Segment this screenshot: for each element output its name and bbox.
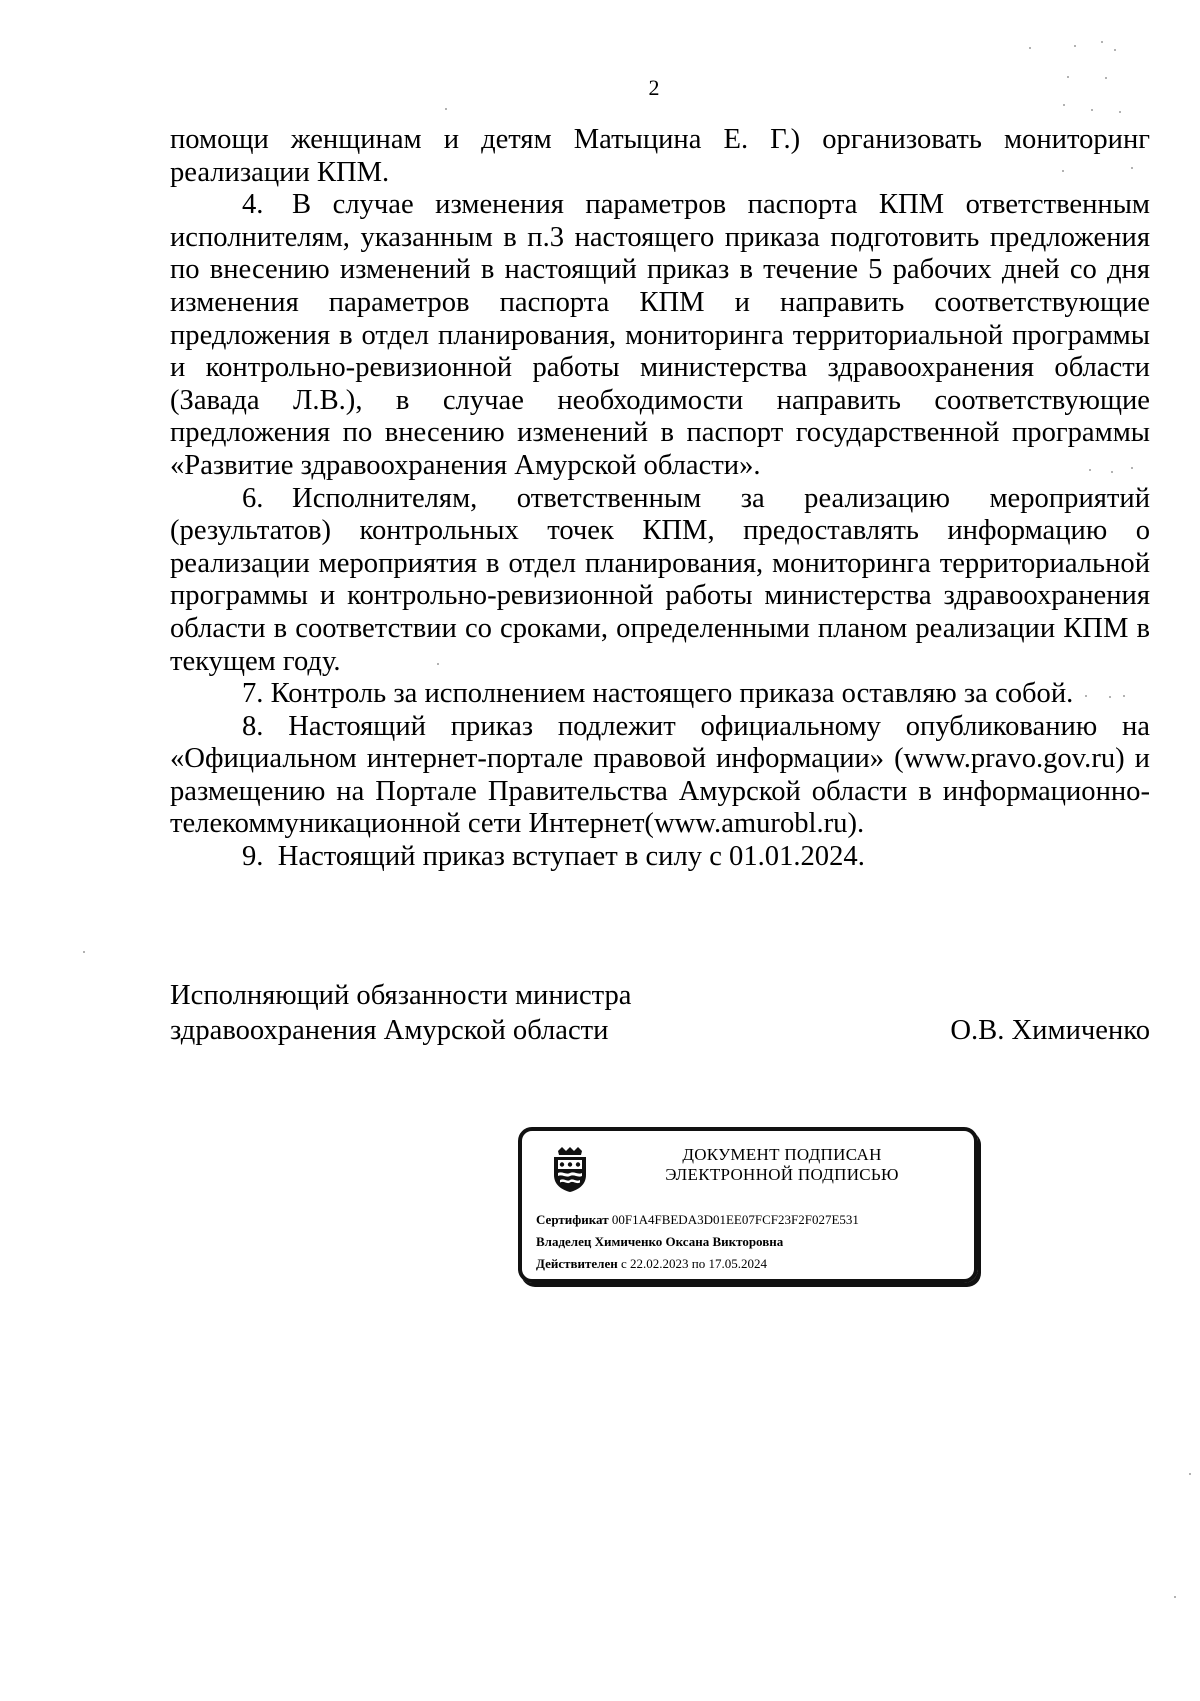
signer-position-line-1: Исполняющий обязанности министра — [170, 980, 632, 1011]
stamp-title-line-2: ЭЛЕКТРОННОЙ ПОДПИСЬЮ — [665, 1165, 899, 1184]
valid-from-date: 22.02.2023 — [630, 1256, 689, 1271]
certificate-label: Сертификат — [536, 1212, 609, 1227]
signature-block — [170, 978, 1150, 1048]
stamp-title-line-1: ДОКУМЕНТ ПОДПИСАН — [682, 1145, 882, 1164]
order-body-text — [170, 124, 1150, 874]
signer-name: О.В. Химиченко — [950, 1015, 1150, 1046]
owner-label: Владелец — [536, 1234, 592, 1249]
stamp-title — [612, 1145, 952, 1185]
certificate-row — [536, 1209, 976, 1231]
signer-position-line-2: здравоохранения Амурской области — [170, 1015, 609, 1046]
certificate-value: 00F1A4FBEDA3D01EE07FCF23F2F027E531 — [611, 1212, 859, 1227]
paragraph-continuation: помощи женщинам и детям Матыцина Е. Г.) организовать мониторинг реализации КПМ. — [170, 124, 1150, 188]
paragraph-item-4: 4. В случае изменения параметров паспорта КПМ ответственным исполнителям, указанным в п.3 настоящего приказа подготовить предложения по внесению изменений в настоящий приказ в течение 5 рабочих дней со дня изменения параметров паспорта КПМ и направить соответствующие предложения в отдел планирования, мониторинга территориальной программы и контрольно-ревизионной работы министерства здравоохранения области (Завада Л.В.), в случае необходимости направить соответствующие предложения по внесению изменений в паспорт государственной программы «Развитие здравоохранения Амурской области». — [170, 189, 1150, 481]
valid-label: Действителен — [536, 1256, 618, 1271]
paragraph-item-9: 9. Настоящий приказ вступает в силу с 01.01.2024. — [242, 841, 865, 873]
owner-row — [536, 1231, 976, 1253]
validity-row — [536, 1253, 976, 1275]
amur-region-coat-of-arms-icon — [550, 1145, 590, 1193]
valid-to-date: 17.05.2024 — [708, 1256, 767, 1271]
electronic-signature-stamp — [518, 1127, 978, 1283]
owner-value: Химиченко Оксана Викторовна — [594, 1234, 784, 1249]
stamp-details — [536, 1209, 976, 1275]
paragraph-item-8: 8. Настоящий приказ подлежит официальному опубликованию на «Официальном интернет-портале правовой информации» (www.pravo.gov.ru) и размещению на Портале Правительства Амурской области в информационно-телекоммуникационной сети Интернет(www.amurobl.ru). — [170, 710, 1150, 840]
valid-to-word: по — [691, 1256, 706, 1271]
paragraph-item-6: 6. Исполнителям, ответственным за реализацию мероприятий (результатов) контрольных точек КПМ, предоставлять информацию о реализации мероприятия в отдел планирования, мониторинга территориальной программы и контрольно-ревизионной работы министерства здравоохранения области в соответствии со сроками, определенными планом реализации КПМ в текущем году. — [170, 482, 1150, 677]
paragraph-item-7: 7. Контроль за исполнением настоящего приказа оставляю за собой. — [242, 678, 1074, 710]
valid-from-word: с — [621, 1256, 627, 1271]
page-number: 2 — [648, 75, 660, 100]
